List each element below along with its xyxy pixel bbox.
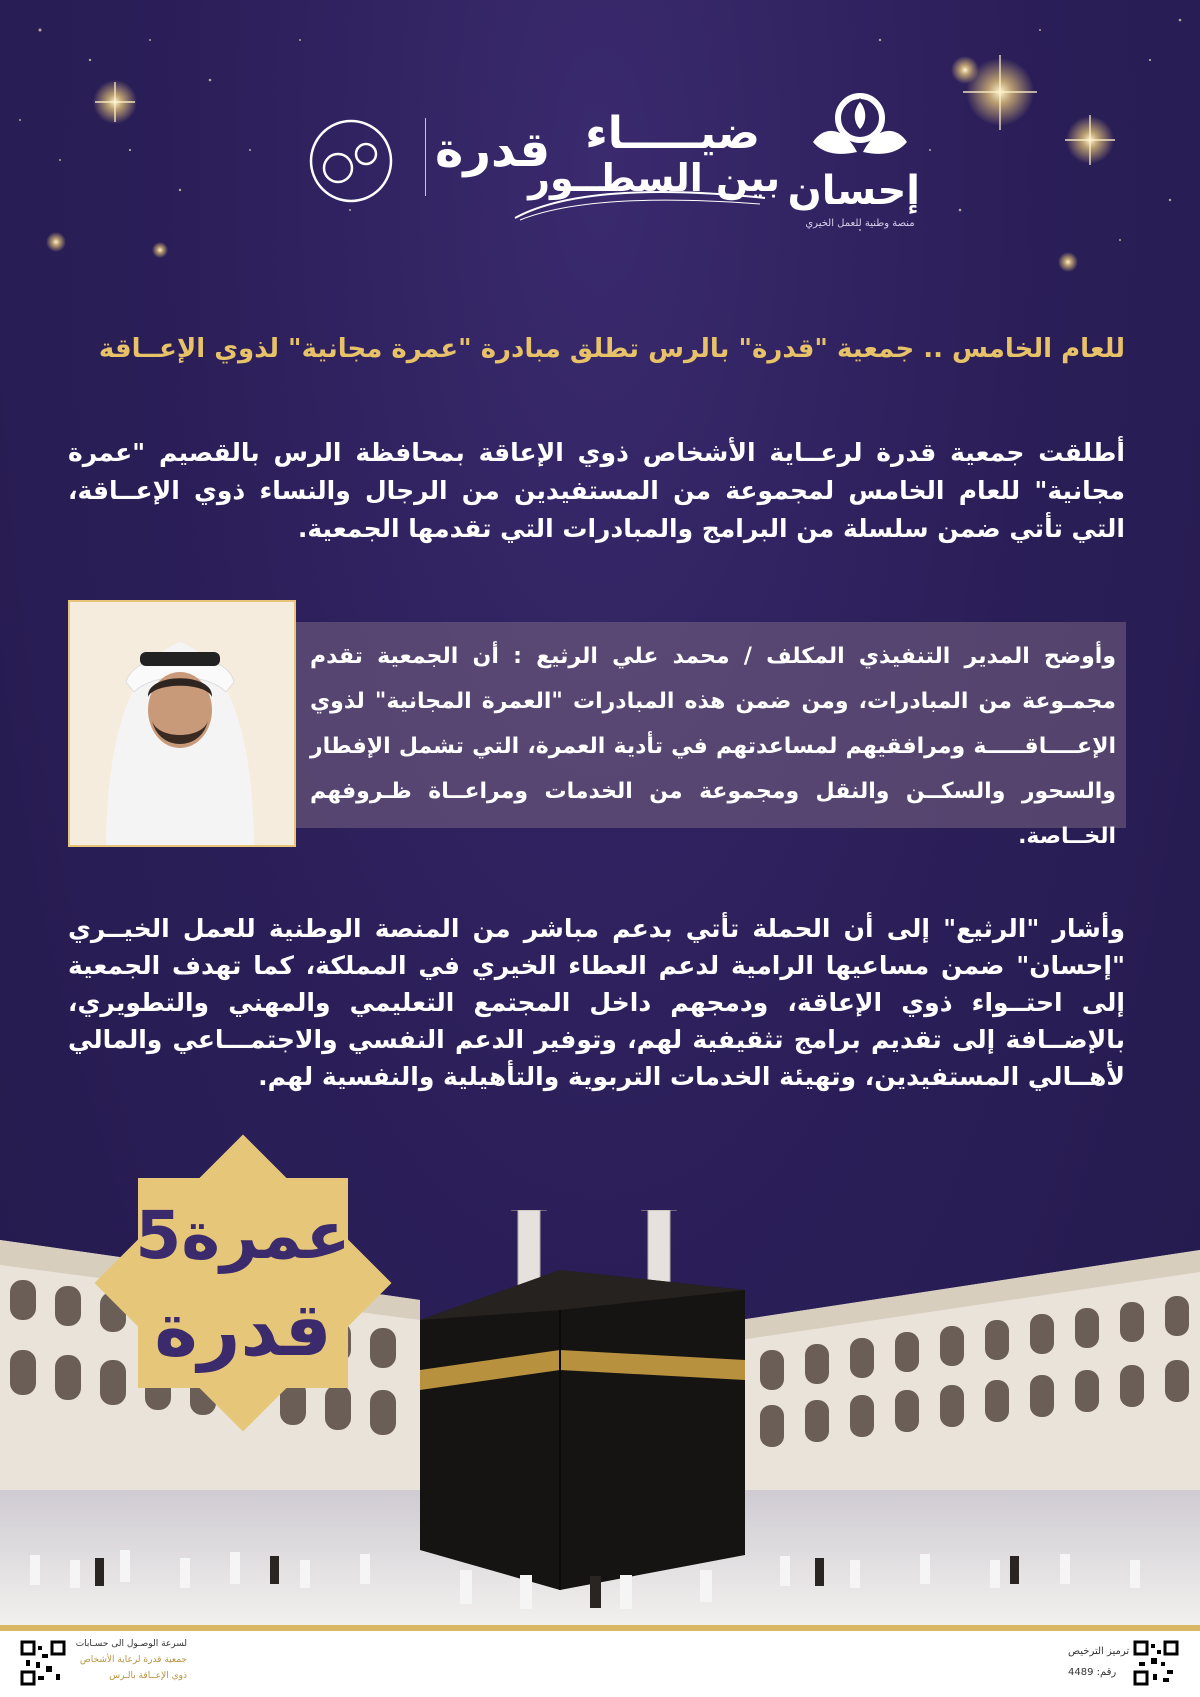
ihsan-name: إحسان <box>787 168 920 214</box>
leaves-icon <box>805 92 915 162</box>
accounts-label-line2: جمعية قدرة لرعاية الأشخاص <box>79 1655 187 1665</box>
footer <box>0 1625 1200 1697</box>
association-emblem-icon <box>288 98 414 224</box>
body-paragraph: وأشار "الرثيع" إلى أن الحملة تأتي بدعم مباشر من المنصة الوطنية للعمل الخيــري "إحسان" ضمن مساعيها الرامية لدعم العطاء الخيري في المملكة، كما تهدف الجمعية إلى احتــواء ذوي الإعاقة، ودمجهم داخل المجتمع التعليمي والمهني والتطويري، بالإضــافة إلى تقديم برامج تثقيفية لهم، وتوفير الدعم النفسي والاجتمـــاعي والمالي لأهــالي المستفيدين، وتهيئة الخدمات التربوية والتأهيلية والنفسية لهم. <box>68 914 1125 1091</box>
qudra-logo: قدرة <box>435 122 551 178</box>
accounts-label-line3: ذوي الإعــاقة بالـرس <box>109 1671 187 1681</box>
association-logo <box>288 98 414 224</box>
umrah-5-badge <box>62 1102 424 1464</box>
svg-text:جمعية قدرة لرعاية الأشخاص ذوي <box>288 98 293 101</box>
diya-line1: ضيـــــاء <box>585 108 760 159</box>
diya-bain-alsutoor-logo <box>510 108 780 223</box>
association-ring-text <box>288 98 293 101</box>
ihsan-subtitle: منصة وطنية للعمل الخيري <box>805 218 915 229</box>
badge-line2: قدرة <box>154 1287 332 1373</box>
logo-divider <box>425 118 426 196</box>
diya-line2: بين السطــور <box>528 156 780 200</box>
license-qr-code-icon[interactable] <box>1133 1640 1179 1686</box>
license-number: رقم: 4489 <box>1068 1667 1117 1678</box>
director-quote: وأوضح المدير التنفيذي المكلف / محمد علي الرثيع : أن الجمعية تقدم مجمـوعة من المبادرات، ومن ضمن هذه المبادرات "العمرة المجانية" لذوي الإعــــاقـــــة ومرافقيهم لمساعدتهم في تأدية العمرة، التي تشمل الإفطار والسحور والسكــن والنقل ومجموعة من الخدمات ومراعــاة ظـروفهم الخــاصة. <box>310 644 1116 849</box>
badge-line1: عمرة5 <box>135 1197 351 1274</box>
license-label: ترميز الترخيص <box>1068 1646 1130 1657</box>
accounts-label-line1: لسرعة الوصـول الى حسـابات <box>75 1639 187 1649</box>
quote-box <box>290 622 1126 849</box>
intro-paragraph: أطلقت جمعية قدرة لرعــاية الأشخاص ذوي الإعاقة بمحافظة الرس بالقصيم "عمرة مجانية" للعام الخامس لمجموعة من المستفيدين من الرجال والنساء ذوي الإعــاقة، التي تأتي ضمن سلسلة من البرامج والمبادرات التي تقدمها الجمعية. <box>68 438 1125 543</box>
eight-point-star-icon <box>62 1102 424 1464</box>
footer-gold-line <box>0 1625 1200 1631</box>
accounts-qr-code-icon[interactable] <box>20 1640 66 1686</box>
page-title: للعام الخامس .. جمعية "قدرة" بالرس تطلق مبادرة "عمرة مجانية" لذوي الإعــاقة <box>98 334 1125 364</box>
ihsan-logo <box>787 92 920 229</box>
director-photo <box>68 600 296 847</box>
